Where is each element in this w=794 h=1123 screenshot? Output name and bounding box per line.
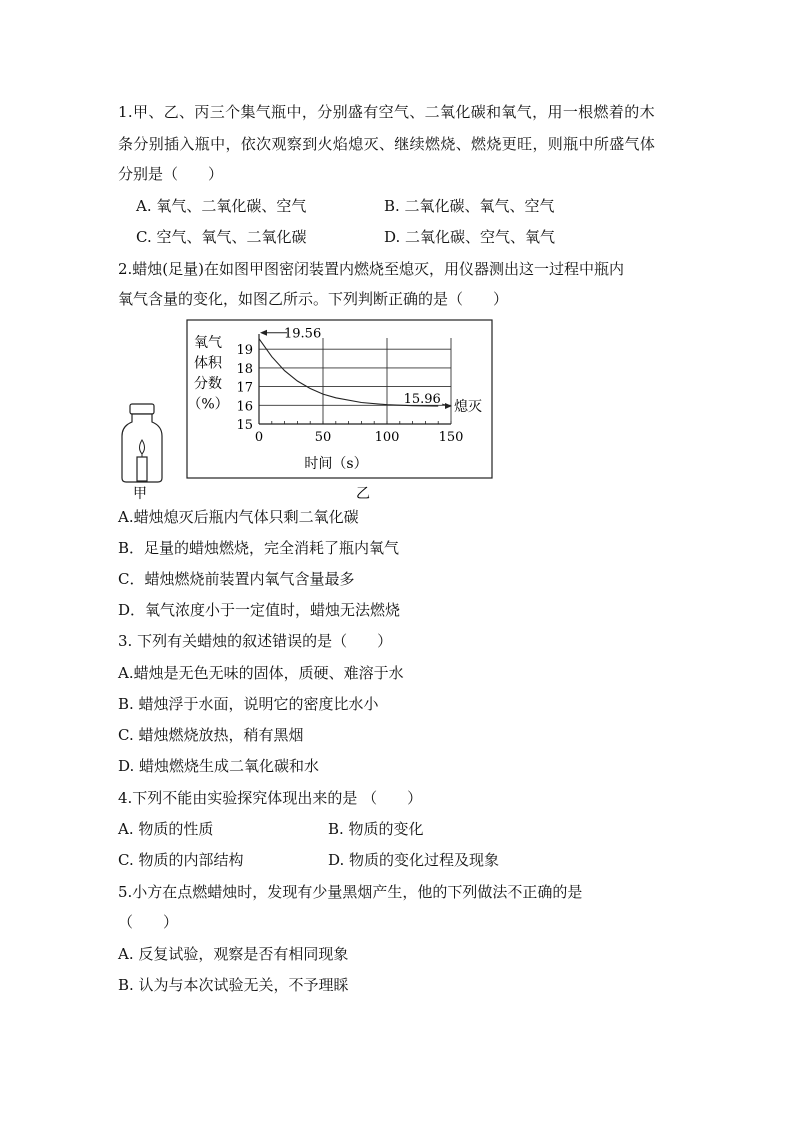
q1-option-c: C. 空气、氧气、二氧化碳 [136, 228, 307, 246]
y-label-line: 体积 [194, 355, 222, 372]
q4-option-a: A. 物质的性质 [118, 820, 214, 838]
x-tick-label: 0 [254, 430, 264, 445]
x-tick-label: 50 [314, 430, 332, 445]
bottle-with-candle [122, 404, 162, 482]
x-tick-label: 100 [374, 430, 400, 445]
q5-option-b: B. 认为与本次试验无关，不予理睬 [118, 976, 349, 994]
annotation-start-value: 19.56 [284, 326, 322, 342]
q3-option-c: C. 蜡烛燃烧放热，稍有黑烟 [118, 726, 304, 744]
x-tick-label: 150 [438, 430, 464, 445]
q1-stem-line1: 1.甲、乙、丙三个集气瓶中，分别盛有空气、二氧化碳和氧气，用一根燃着的木 [118, 103, 655, 121]
annotation-end-value: 15.96 [403, 392, 441, 408]
q1-option-d: D. 二氧化碳、空气、氧气 [384, 228, 556, 246]
fig-label-yi: 乙 [356, 486, 370, 502]
q3-option-b: B. 蜡烛浮于水面，说明它的密度比水小 [118, 695, 379, 713]
q4-option-b: B. 物质的变化 [328, 820, 424, 838]
q2-option-c: C．蜡烛燃烧前装置内氧气含量最多 [118, 570, 355, 588]
y-tick-label: 17 [236, 380, 253, 396]
q2-figure [120, 318, 500, 508]
q3-option-d: D. 蜡烛燃烧生成二氧化碳和水 [118, 757, 320, 775]
y-tick-label: 18 [236, 361, 253, 377]
q5-option-a: A. 反复试验，观察是否有相同现象 [118, 945, 349, 963]
y-label-line: 分数 [194, 376, 222, 392]
q2-option-b: B．足量的蜡烛燃烧，完全消耗了瓶内氧气 [118, 539, 400, 557]
y-tick-label: 16 [236, 399, 253, 415]
candle-body [137, 457, 147, 481]
y-label-line: （%） [187, 396, 229, 413]
q4-option-c: C. 物质的内部结构 [118, 851, 244, 869]
q1-option-b: B. 二氧化碳、氧气、空气 [384, 197, 555, 215]
q5-stem-line1: 5.小方在点燃蜡烛时，发现有少量黑烟产生，他的下列做法不正确的是 [118, 883, 583, 901]
q2-figure-svg [120, 318, 500, 508]
q5-stem-line2: （ ） [118, 913, 179, 931]
annotation-extinguish-label: 熄灭 [454, 399, 482, 416]
q1-option-a: A. 氧气、二氧化碳、空气 [136, 197, 307, 215]
q2-option-d: D．氧气浓度小于一定值时，蜡烛无法燃烧 [118, 601, 401, 619]
q3-option-a: A.蜡烛是无色无味的固体，质硬、难溶于水 [118, 664, 404, 682]
q4-option-d: D. 物质的变化过程及现象 [328, 851, 500, 869]
q1-stem-line2: 条分别插入瓶中，依次观察到火焰熄灭、继续燃烧、燃烧更旺，则瓶中所盛气体 [118, 135, 656, 153]
y-label-line: 氧气 [194, 335, 222, 351]
q1-stem-line3: 分别是（ ） [118, 165, 224, 183]
q2-stem-line2: 氧气含量的变化，如图乙所示。下列判断正确的是（ ） [118, 290, 509, 308]
chart-x-label: 时间（s） [304, 456, 368, 472]
q4-stem: 4.下列不能由实验探究体现出来的是 （ ） [118, 789, 423, 807]
q2-option-a: A.蜡烛熄灭后瓶内气体只剩二氧化碳 [118, 508, 359, 526]
y-tick-label: 15 [236, 418, 253, 433]
q2-stem-line1: 2.蜡烛(足量)在如图甲图密闭装置内燃烧至熄灭，用仪器测出这一过程中瓶内 [118, 260, 625, 278]
y-tick-label: 19 [236, 343, 253, 359]
fig-label-jia: 甲 [133, 486, 147, 502]
q3-stem: 3. 下列有关蜡烛的叙述错误的是（ ） [118, 632, 393, 650]
bottle-stopper [130, 404, 154, 414]
